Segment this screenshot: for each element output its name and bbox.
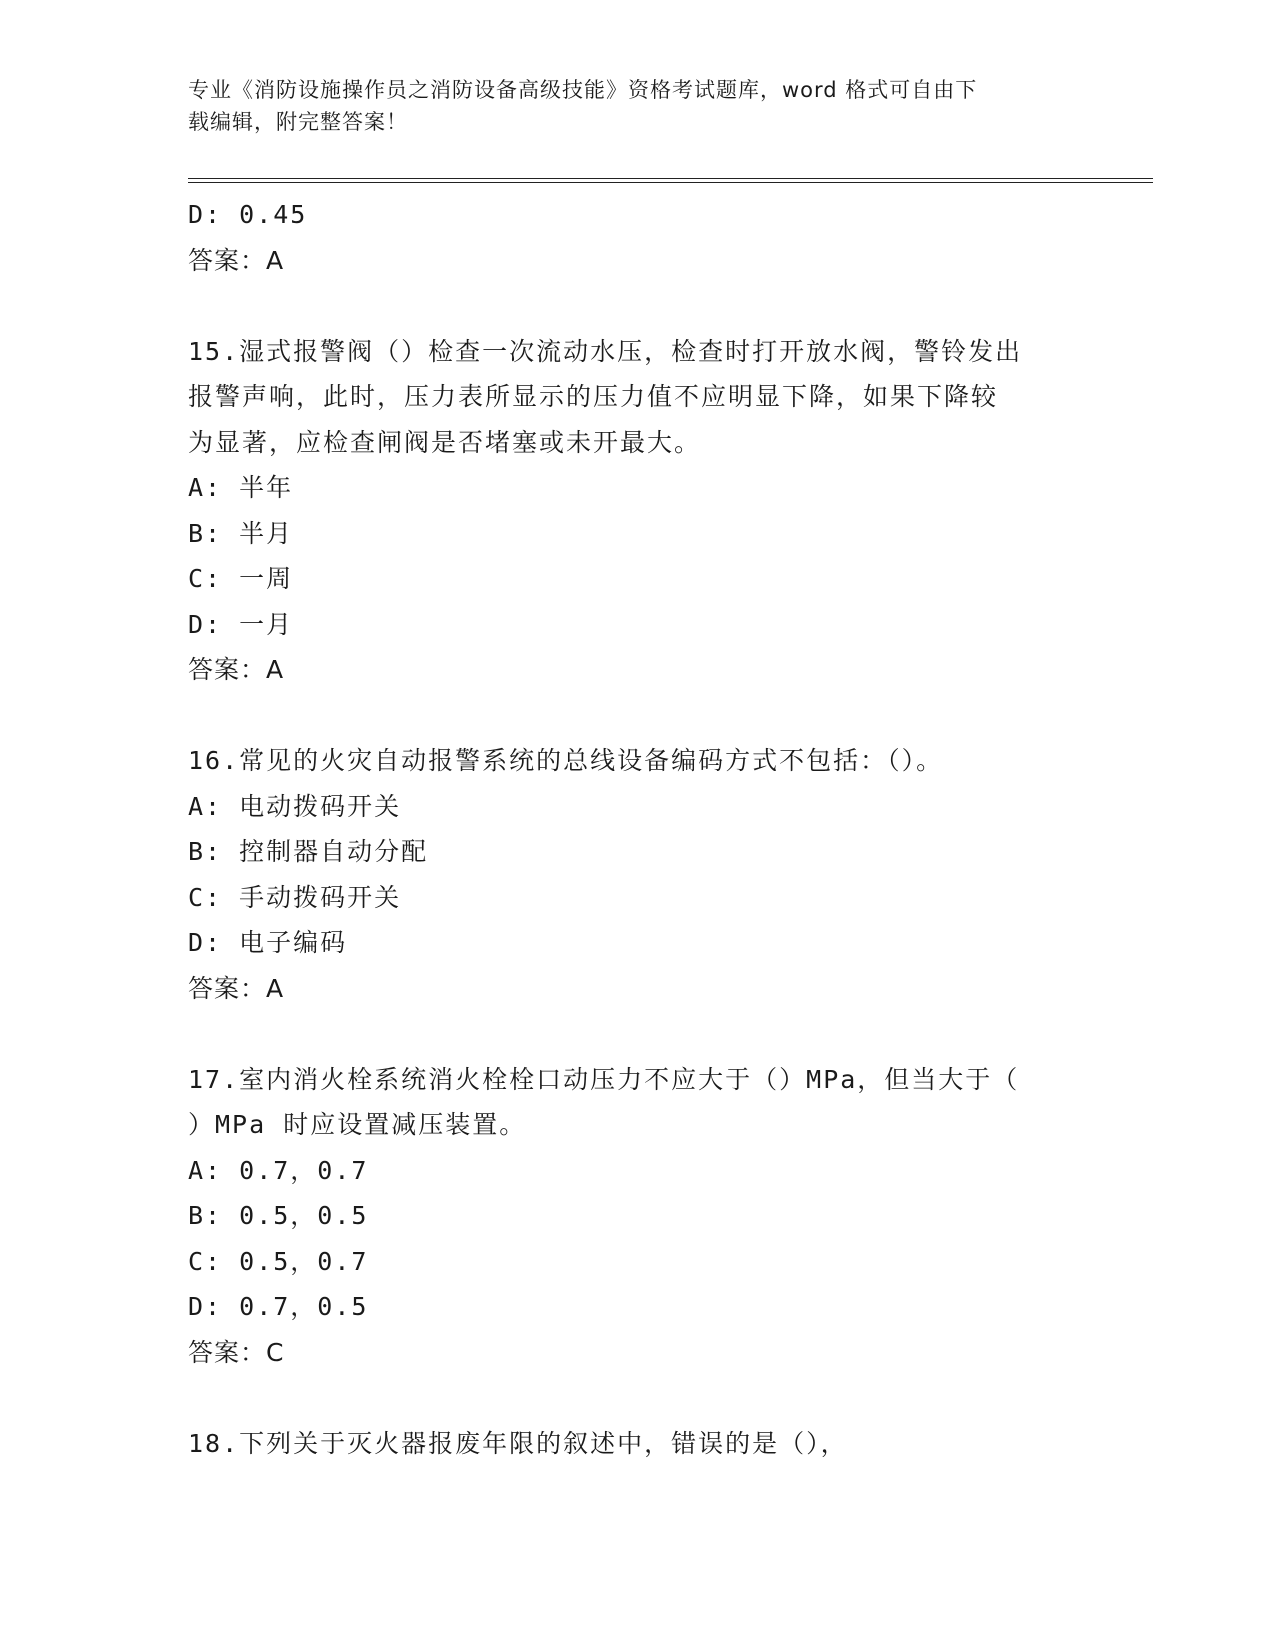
answer: 答案：A (188, 245, 285, 275)
question-text-line: 18.下列关于灭火器报废年限的叙述中，错误的是（）， (188, 1428, 848, 1458)
option-c: C: 0.5，0.7 (188, 1246, 369, 1276)
answer: 答案：A (188, 973, 285, 1003)
option-d: D: 电子编码 (188, 928, 348, 957)
question-text-line: 报警声响，此时，压力表所显示的压力值不应明显下降，如果下降较 (188, 382, 999, 411)
option-d: D: 0.45 (188, 200, 308, 229)
option-d: D: 一月 (188, 609, 294, 639)
option-b: B: 0.5，0.5 (188, 1201, 369, 1230)
answer: 答案：A (188, 655, 285, 684)
question-15 (188, 329, 1088, 693)
question-17 (188, 1057, 1088, 1376)
question-text-line: 为显著，应检查闸阀是否堵塞或未开最大。 (188, 427, 702, 457)
question-18 (188, 1421, 1088, 1467)
header-divider (188, 178, 1153, 183)
question-text-line: 16.常见的火灾自动报警系统的总线设备编码方式不包括：（）。 (188, 746, 944, 775)
spacer (188, 283, 1088, 329)
question-content (188, 192, 1088, 1466)
option-b: B: 半月 (188, 518, 294, 548)
option-d: D: 0.7，0.5 (188, 1292, 369, 1321)
question-text-line: 17.室内消火栓系统消火栓栓口动压力不应大于（）MPa，但当大于（ (188, 1064, 1020, 1094)
header-line-2: 载编辑，附完整答案！ (188, 110, 408, 134)
spacer (188, 1375, 1088, 1421)
spacer (188, 1011, 1088, 1057)
option-b: B: 控制器自动分配 (188, 837, 429, 866)
option-a: A: 半年 (188, 473, 294, 502)
spacer (188, 693, 1088, 739)
option-c: C: 手动拨码开关 (188, 882, 402, 912)
header-line-1: 专业《消防设施操作员之消防设备高级技能》资格考试题库，word 格式可自由下 (188, 78, 978, 102)
option-a: A: 电动拨码开关 (188, 791, 402, 821)
question-16 (188, 738, 1088, 1011)
question-text-line: 15.湿式报警阀（）检查一次流动水压，检查时打开放水阀，警铃发出 (188, 336, 1023, 366)
page-header (188, 74, 1068, 138)
option-a: A: 0.7，0.7 (188, 1155, 369, 1185)
option-c: C: 一周 (188, 564, 294, 593)
answer: 答案：C (188, 1337, 285, 1367)
question-text-line: ）MPa 时应设置减压装置。 (188, 1110, 527, 1139)
